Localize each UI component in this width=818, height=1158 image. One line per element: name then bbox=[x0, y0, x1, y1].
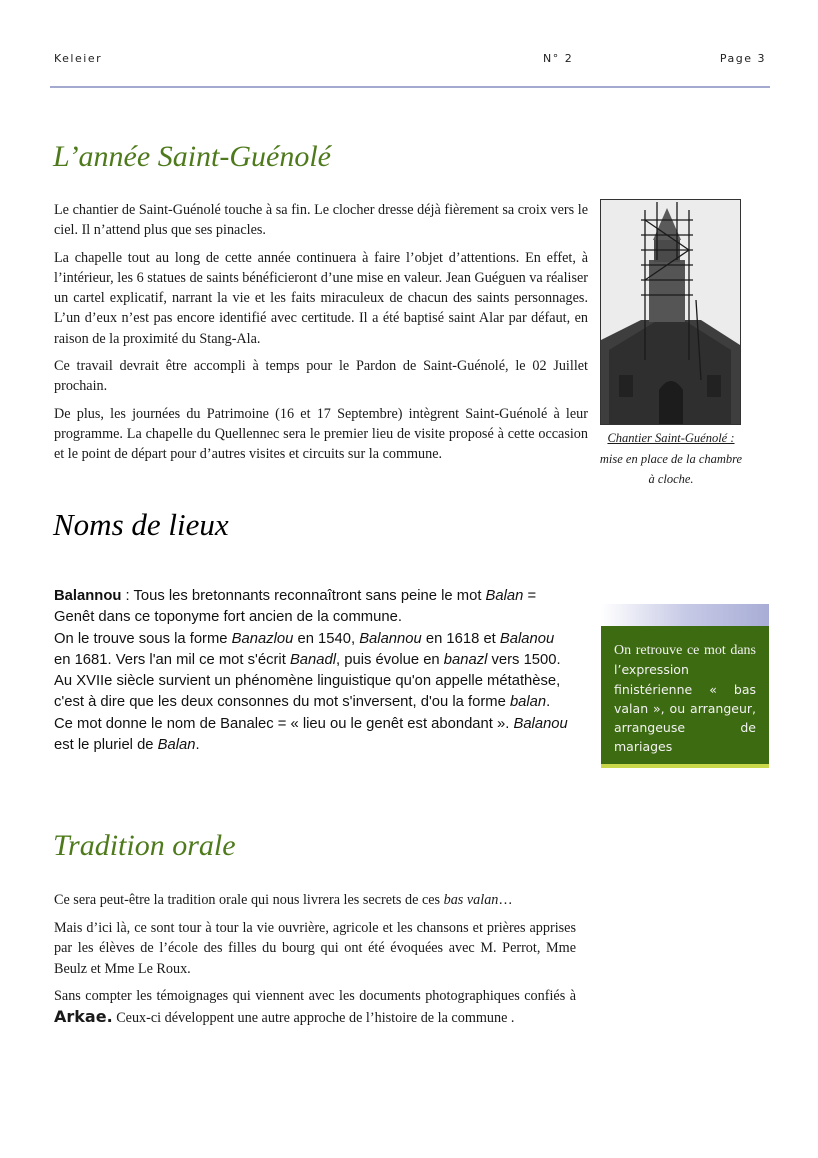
text-run: Sans compter les témoignages qui viennent avec les documents photographiques confiés à bbox=[54, 988, 576, 1004]
italic-run: Balanou bbox=[499, 630, 555, 647]
sidebox-header-gradient bbox=[601, 604, 769, 626]
text-run: Ce sera peut-être la tradition orale qui nous livrera les secrets de ces bbox=[54, 892, 444, 908]
text-run: = Genêt dans ce toponyme fort ancien de la commune. bbox=[54, 588, 537, 626]
text-run: , puis évolue en bbox=[336, 651, 444, 668]
text-run: en 1540, bbox=[293, 630, 360, 647]
paragraph: Le chantier de Saint-Guénolé touche à sa fin. Le clocher dresse déjà fièrement sa croix vers le ciel. Il n’attend plus que ses pinacles. bbox=[54, 202, 588, 239]
paragraph bbox=[54, 986, 576, 1028]
header-rule bbox=[50, 86, 770, 88]
italic-run: Balan bbox=[485, 588, 524, 604]
section-noms-de-lieux-body bbox=[54, 586, 570, 756]
text-run: en 1618 et bbox=[421, 630, 500, 647]
italic-run: bas valan bbox=[443, 892, 499, 908]
italic-run: banazl bbox=[443, 651, 488, 668]
italic-run: Banazlou bbox=[231, 630, 294, 647]
caption-underlined: Chantier Saint-Guénolé : bbox=[607, 431, 735, 445]
caption-rest: mise en place de la chambre à cloche. bbox=[599, 451, 743, 486]
paragraph: La chapelle tout au long de cette année continuera à faire l’objet d’attentions. En effet, à l’intérieur, les 6 statues de saints bénéficieront d’une mise en valeur. Jean Guéguen va réaliser un cartel explicatif, narrant la vie et les faits miraculeux de chacun des saints personnages. L’un d’eux n’est pas encore identifié avec certitude. Il a été baptisé saint Alar par défaut, en raison de la proximité du Stang-Ala. bbox=[54, 249, 588, 347]
photo-caption bbox=[598, 428, 744, 490]
text-run: : Tous les bretonnants reconnaîtront sans peine le mot bbox=[121, 588, 486, 604]
italic-run: Banadl bbox=[289, 651, 337, 668]
publication-name: Keleier bbox=[54, 52, 103, 65]
italic-run: Balan bbox=[157, 737, 196, 754]
term-balannou: Balannou bbox=[54, 588, 122, 604]
section-title-saint-guenole: L’année Saint-Guénolé bbox=[53, 140, 331, 173]
issue-number: N° 2 bbox=[543, 52, 574, 65]
paragraph: De plus, les journées du Patrimoine (16 et 17 Septembre) intègrent Saint-Guénolé à leur programme. La chapelle du Quellennec sera le premier lieu de visite proposé à cette occasion et le point de départ pour d’autres visites et circuits sur la commune. bbox=[54, 405, 588, 463]
text-run: en 1681. Vers l'an mil ce mot s'écrit bbox=[54, 651, 290, 668]
page-number: Page 3 bbox=[719, 52, 766, 65]
text-run: est le pluriel de bbox=[54, 737, 158, 754]
sidebox-text-serif: On retrouve ce mot dans bbox=[614, 643, 756, 658]
section-title-noms-de-lieux: Noms de lieux bbox=[53, 507, 229, 542]
italic-run: Balanou bbox=[513, 715, 568, 732]
text-run: vers 1500. Au XVIIe siècle survient un phénomène linguistique qu'on appelle métathèse, c'est à dire que les deux consonnes du mot s'inversent, d'ou la forme bbox=[54, 651, 561, 711]
text-run: … bbox=[498, 892, 513, 908]
text-run: . bbox=[195, 737, 200, 754]
italic-run: balan bbox=[509, 694, 547, 711]
paragraph: Ce travail devrait être accompli à temps pour le Pardon de Saint-Guénolé, le 02 Juillet prochain. bbox=[54, 358, 588, 395]
section-saint-guenole-body bbox=[54, 200, 588, 472]
text-run: On le trouve sous la forme bbox=[54, 630, 232, 647]
italic-run: Balannou bbox=[359, 630, 422, 647]
chapel-photo bbox=[600, 199, 741, 425]
paragraph bbox=[54, 890, 576, 911]
text-run: . Ce mot donne le nom de Banalec = « lieu ou le genêt est abondant ». bbox=[54, 694, 551, 732]
sidebox-bas-valan bbox=[601, 626, 769, 768]
sidebox-text: l’expression finistérienne « bas valan », ou arrangeur, arrangeuse de mariages bbox=[614, 662, 756, 755]
section-tradition-orale-body bbox=[54, 890, 576, 1035]
page-header bbox=[52, 52, 768, 70]
paragraph: Mais d’ici là, ce sont tour à tour la vie ouvrière, agricole et les chansons et prières apprises par les élèves de l’école des filles du bourg qui ont été évoquées avec M. Perrot, Mme Beulz et Mme Le Roux. bbox=[54, 919, 576, 977]
chapel-scaffolding-image bbox=[601, 200, 740, 424]
arkae-name: Arkae. bbox=[54, 1006, 113, 1026]
text-run: Ceux-ci développent une autre approche de l’histoire de la commune . bbox=[112, 1009, 515, 1026]
section-title-tradition-orale: Tradition orale bbox=[53, 829, 236, 862]
